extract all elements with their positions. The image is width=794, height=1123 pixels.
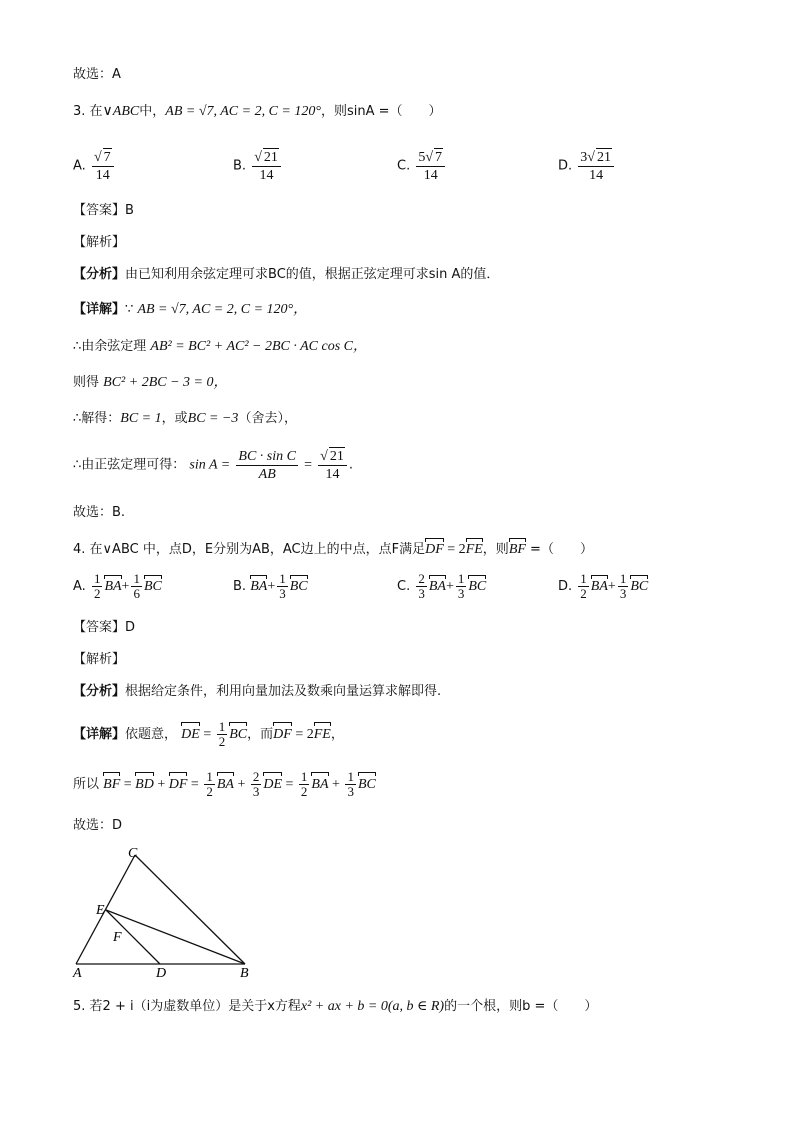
q3-sine-law: ∴由正弦定理可得： sin A = $\frac{\text{BC · sin C}}{AB}$ = $\frac{√ 21}{14}$ . xyxy=(73,448,353,482)
option-fraction: $\frac{√ 7}{14}$ xyxy=(92,148,114,184)
sine-fraction-1: $\frac{\text{BC · sin C}}{AB}$ xyxy=(238,448,296,482)
q3-option-c xyxy=(397,148,447,184)
label-b: B xyxy=(240,966,249,981)
q4-final: 故选：D xyxy=(73,818,123,833)
q3-option-a xyxy=(73,148,116,184)
q4-derivation: 所以 BF = BD + DF = $\frac{1}{2}$ BA + $\frac{2}{3}$ DE = $\frac{1}{2}$ BA + $\frac{1}{3}$ BC xyxy=(73,769,376,799)
q4-option-c: C. $\frac{2}{3}$ BA+ $\frac{1}{3}$ BC xyxy=(397,571,487,601)
label-a: A xyxy=(73,966,82,981)
label-d: D xyxy=(156,966,167,981)
q3-analysis-heading: 【解析】 xyxy=(73,235,126,250)
q5-stem: 5. 若2 + i（i为虚数单位）是关于x方程x² + ax + b = 0(a, b ∈ R)的一个根，则b =（ ） xyxy=(73,999,598,1014)
edge-cb xyxy=(135,855,245,964)
q3-ask: ，则sinA =（ ） xyxy=(320,104,442,119)
q3-triangle: ∨ABC xyxy=(102,104,140,119)
q4-analysis-heading: 【解析】 xyxy=(73,652,126,667)
label-c: C xyxy=(128,846,138,861)
option-letter: D. xyxy=(558,158,573,174)
q3-number: 3. 在 xyxy=(73,104,103,119)
q3-solution: ∴解得：BC = 1，或BC = −3（舍去）， xyxy=(73,411,297,426)
q4-answer: 【答案】D xyxy=(73,620,136,635)
q4-detail: 【详解】依题意， DE = $\frac{1}{2}$ BC，而DF = 2FE， xyxy=(73,719,344,749)
q4-option-d: D. $\frac{1}{2}$ BA+ $\frac{1}{3}$ BC xyxy=(558,571,649,601)
option-letter: B. xyxy=(233,158,247,174)
label-e: E xyxy=(96,903,105,918)
sine-fraction-2: $\frac{√ 21}{14}$ xyxy=(318,447,347,483)
option-fraction: $\frac{5√ 7}{14}$ xyxy=(416,148,445,184)
q3-fenxi: 【分析】由已知利用余弦定理可求BC的值，根据正弦定理可求sin A的值． xyxy=(73,267,500,282)
q4-fenxi: 【分析】根据给定条件，利用向量加法及数乘向量运算求解即得. xyxy=(73,684,442,699)
edge-ac xyxy=(76,855,135,964)
prev-answer-line: 故选：A xyxy=(73,67,121,82)
q3-equation: 则得 BC² + 2BC − 3 = 0， xyxy=(73,375,228,390)
q3-cosine-law: ∴由余弦定理 AB² = BC² + AC² − 2BC · AC cos C， xyxy=(73,339,368,354)
q3-option-d xyxy=(558,148,616,184)
option-letter: A. xyxy=(73,158,86,174)
q4-option-b: B. BA+ $\frac{1}{3}$ BC xyxy=(233,571,308,601)
segment-eb xyxy=(106,910,245,964)
q3-stem xyxy=(73,104,442,120)
q3-option-b xyxy=(233,148,283,184)
label-f: F xyxy=(113,930,122,945)
option-fraction: $\frac{√ 21}{14}$ xyxy=(252,148,281,184)
q3-answer: 【答案】B xyxy=(73,203,134,218)
option-fraction: $\frac{3√ 21}{14}$ xyxy=(578,148,614,184)
q3-mid: 中， xyxy=(139,104,166,119)
q3-detail-given: 【详解】∵ AB = √7, AC = 2, C = 120°， xyxy=(73,302,308,317)
triangle-figure xyxy=(60,840,270,985)
option-letter: C. xyxy=(397,158,411,174)
q3-condition: AB = √7, AC = 2, C = 120° xyxy=(165,104,321,119)
q4-option-a: A. $\frac{1}{2}$ BA+ $\frac{1}{6}$ BC xyxy=(73,571,162,601)
q3-final: 故选：B. xyxy=(73,505,126,520)
q4-stem: 4. 在∨ABC 中，点D，E分别为AB，AC边上的中点，点F满足DF = 2FE，则BF =（ ） xyxy=(73,542,593,557)
